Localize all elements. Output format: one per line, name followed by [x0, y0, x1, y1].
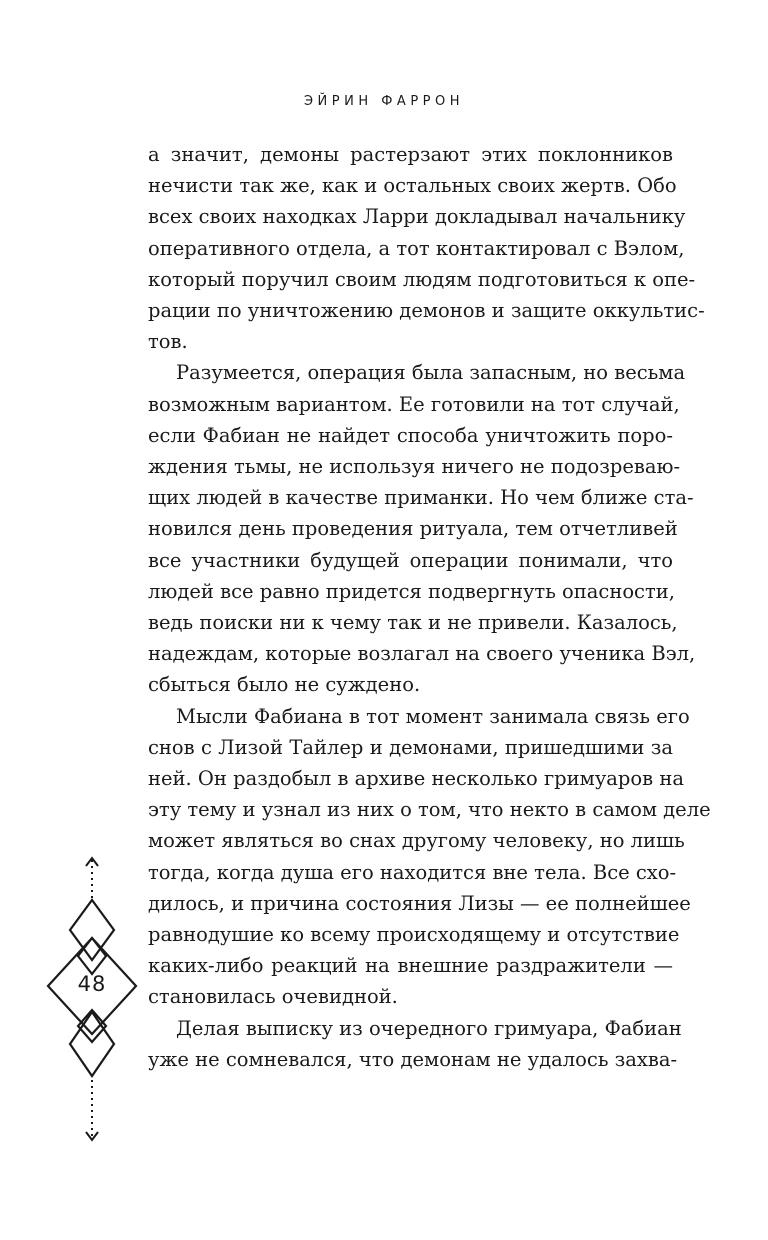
body-text: [148, 139, 711, 1075]
diamond-ornament-icon: [44, 850, 140, 1150]
text-line: тов.: [148, 330, 188, 354]
text-line: щих людей в качестве приманки. Но чем ближе ста-: [148, 486, 694, 510]
paragraph-4: [148, 1013, 682, 1075]
text-line: людей все равно придется подвергнуть опасности,: [148, 579, 675, 603]
text-line: Разумеется, операция была запасным, но весьма: [176, 361, 686, 385]
page-number: 48: [77, 972, 107, 996]
text-line: ведь поиски ни к чему так и не привели. Казалось,: [148, 611, 678, 635]
text-line: новился день проведения ритуала, тем отчетливей: [148, 517, 678, 541]
text-line: все участники будущей операции понимали, что: [148, 548, 673, 572]
text-line: если Фабиан не найдет способа уничтожить поро-: [148, 423, 673, 447]
text-line: тогда, когда душа его находится вне тела. Все схо-: [148, 860, 677, 884]
text-line: равнодушие ко всему происходящему и отсутствие: [148, 923, 680, 947]
text-line: может являться во снах другому человеку, но лишь: [148, 829, 685, 853]
text-line: возможным вариантом. Ее готовили на тот случай,: [148, 392, 680, 416]
text-line: нечисти так же, как и остальных своих жертв. Обо: [148, 174, 677, 198]
text-line: сбыться было не суждено.: [148, 673, 421, 697]
paragraph-3: [148, 701, 711, 1013]
text-line: Делая выписку из очередного гримуара, Фабиан: [176, 1016, 682, 1040]
text-line: ждения тьмы, не используя ничего не подозреваю-: [148, 455, 681, 479]
text-line: рации по уничтожению демонов и защите оккультис-: [148, 299, 705, 323]
text-line: дилось, и причина состояния Лизы — ее полнейшее: [148, 891, 691, 915]
paragraph-2: [148, 357, 696, 700]
text-line: снов с Лизой Тайлер и демонами, пришедшими за: [148, 735, 673, 759]
text-line: каких-либо реакций на внешние раздражители —: [148, 954, 673, 978]
text-line: уже не сомневался, что демонам не удалось захва-: [148, 1047, 678, 1071]
paragraph-1: [148, 139, 705, 357]
text-line: всех своих находках Ларри докладывал начальнику: [148, 205, 686, 229]
text-line: надеждам, которые возлагал на своего ученика Вэл,: [148, 642, 696, 666]
text-line: а значит, демоны растерзают этих поклонников: [148, 143, 673, 166]
page-number-ornament: [44, 850, 140, 1150]
running-head: ЭЙРИН ФАРРОН: [303, 94, 465, 109]
text-line: который поручил своим людям подготовиться к опе-: [148, 267, 696, 291]
text-line: ней. Он раздобыл в архиве несколько гримуаров на: [148, 767, 684, 791]
text-line: Мысли Фабиана в тот момент занимала связь его: [176, 704, 690, 728]
text-line: становилась очевидной.: [148, 985, 398, 1009]
text-line: оперативного отдела, а тот контактировал с Вэлом,: [148, 236, 685, 260]
text-line: эту тему и узнал из них о том, что некто в самом деле: [148, 798, 711, 822]
